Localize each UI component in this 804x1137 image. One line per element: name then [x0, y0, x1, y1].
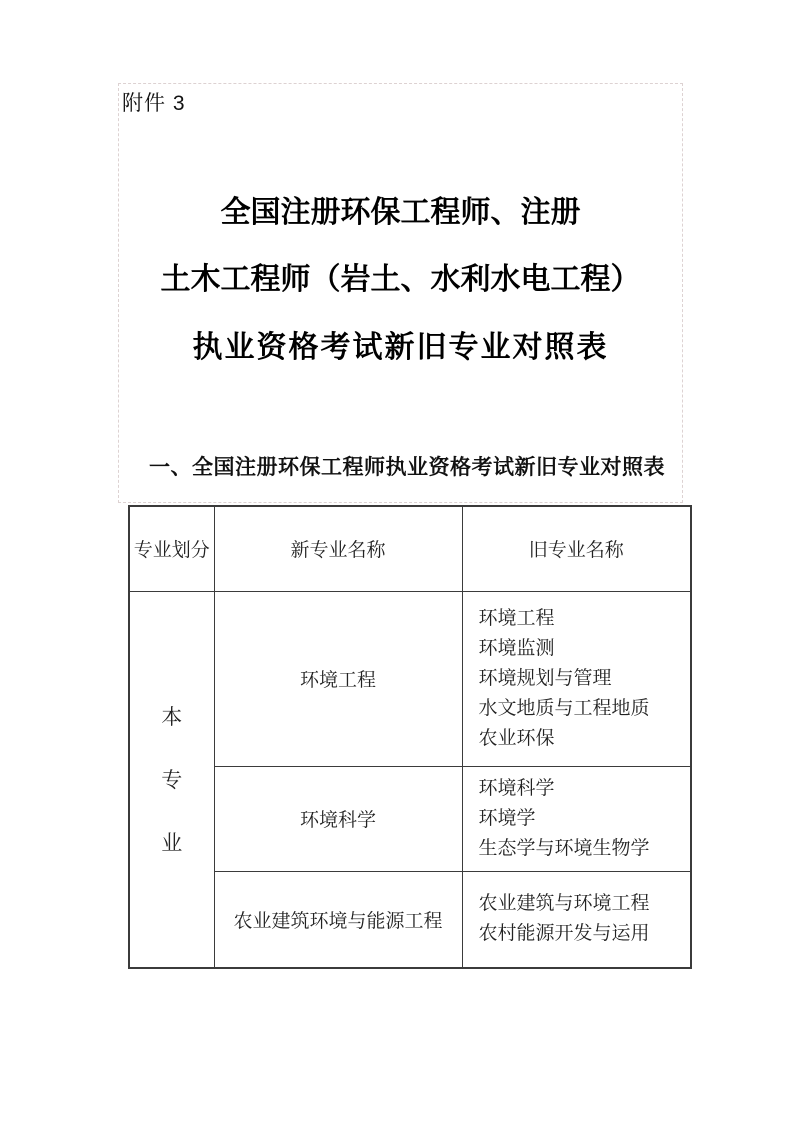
old-major-item: 农业环保	[478, 727, 555, 749]
new-major-cell: 环境科学	[214, 766, 462, 871]
table-row-agricultural-building	[129, 871, 691, 968]
old-major-item: 农村能源开发与运用	[478, 923, 650, 945]
new-major-cell: 环境工程	[214, 591, 462, 766]
category-cell-benzhuanye	[129, 591, 214, 968]
old-major-item: 环境科学	[478, 777, 555, 799]
old-major-cell	[462, 871, 691, 968]
header-old-major-name: 旧专业名称	[462, 506, 691, 591]
table-header-row	[129, 506, 691, 591]
old-major-item: 农业建筑与环境工程	[478, 893, 650, 915]
doc-title-line-2: 土木工程师（岩土、水利水电工程）	[160, 263, 641, 296]
old-major-cell	[462, 591, 691, 766]
old-major-item: 环境学	[478, 807, 536, 829]
category-char: 业	[161, 832, 183, 856]
title-block	[118, 83, 683, 503]
attachment-label: 附件 3	[122, 92, 186, 115]
new-major-cell: 农业建筑环境与能源工程	[214, 871, 462, 968]
category-char: 本	[161, 706, 183, 730]
section-heading: 一、全国注册环保工程师执业资格考试新旧专业对照表	[149, 456, 665, 479]
old-major-item: 环境规划与管理	[478, 667, 612, 689]
table-row-environmental-science	[129, 766, 691, 871]
old-major-item: 生态学与环境生物学	[478, 837, 650, 859]
category-vertical-text	[130, 701, 214, 857]
old-major-cell	[462, 766, 691, 871]
old-major-item: 环境工程	[478, 607, 555, 629]
doc-title-line-3: 执业资格考试新旧专业对照表	[192, 331, 609, 364]
old-major-item: 环境监测	[478, 637, 555, 659]
header-major-division: 专业划分	[129, 506, 214, 591]
old-major-item: 水文地质与工程地质	[478, 697, 650, 719]
category-char: 专	[161, 769, 183, 793]
doc-title-line-1: 全国注册环保工程师、注册	[220, 196, 581, 229]
header-new-major-name: 新专业名称	[214, 506, 462, 591]
table-row-environmental-engineering	[129, 591, 691, 766]
comparison-table	[128, 505, 692, 969]
